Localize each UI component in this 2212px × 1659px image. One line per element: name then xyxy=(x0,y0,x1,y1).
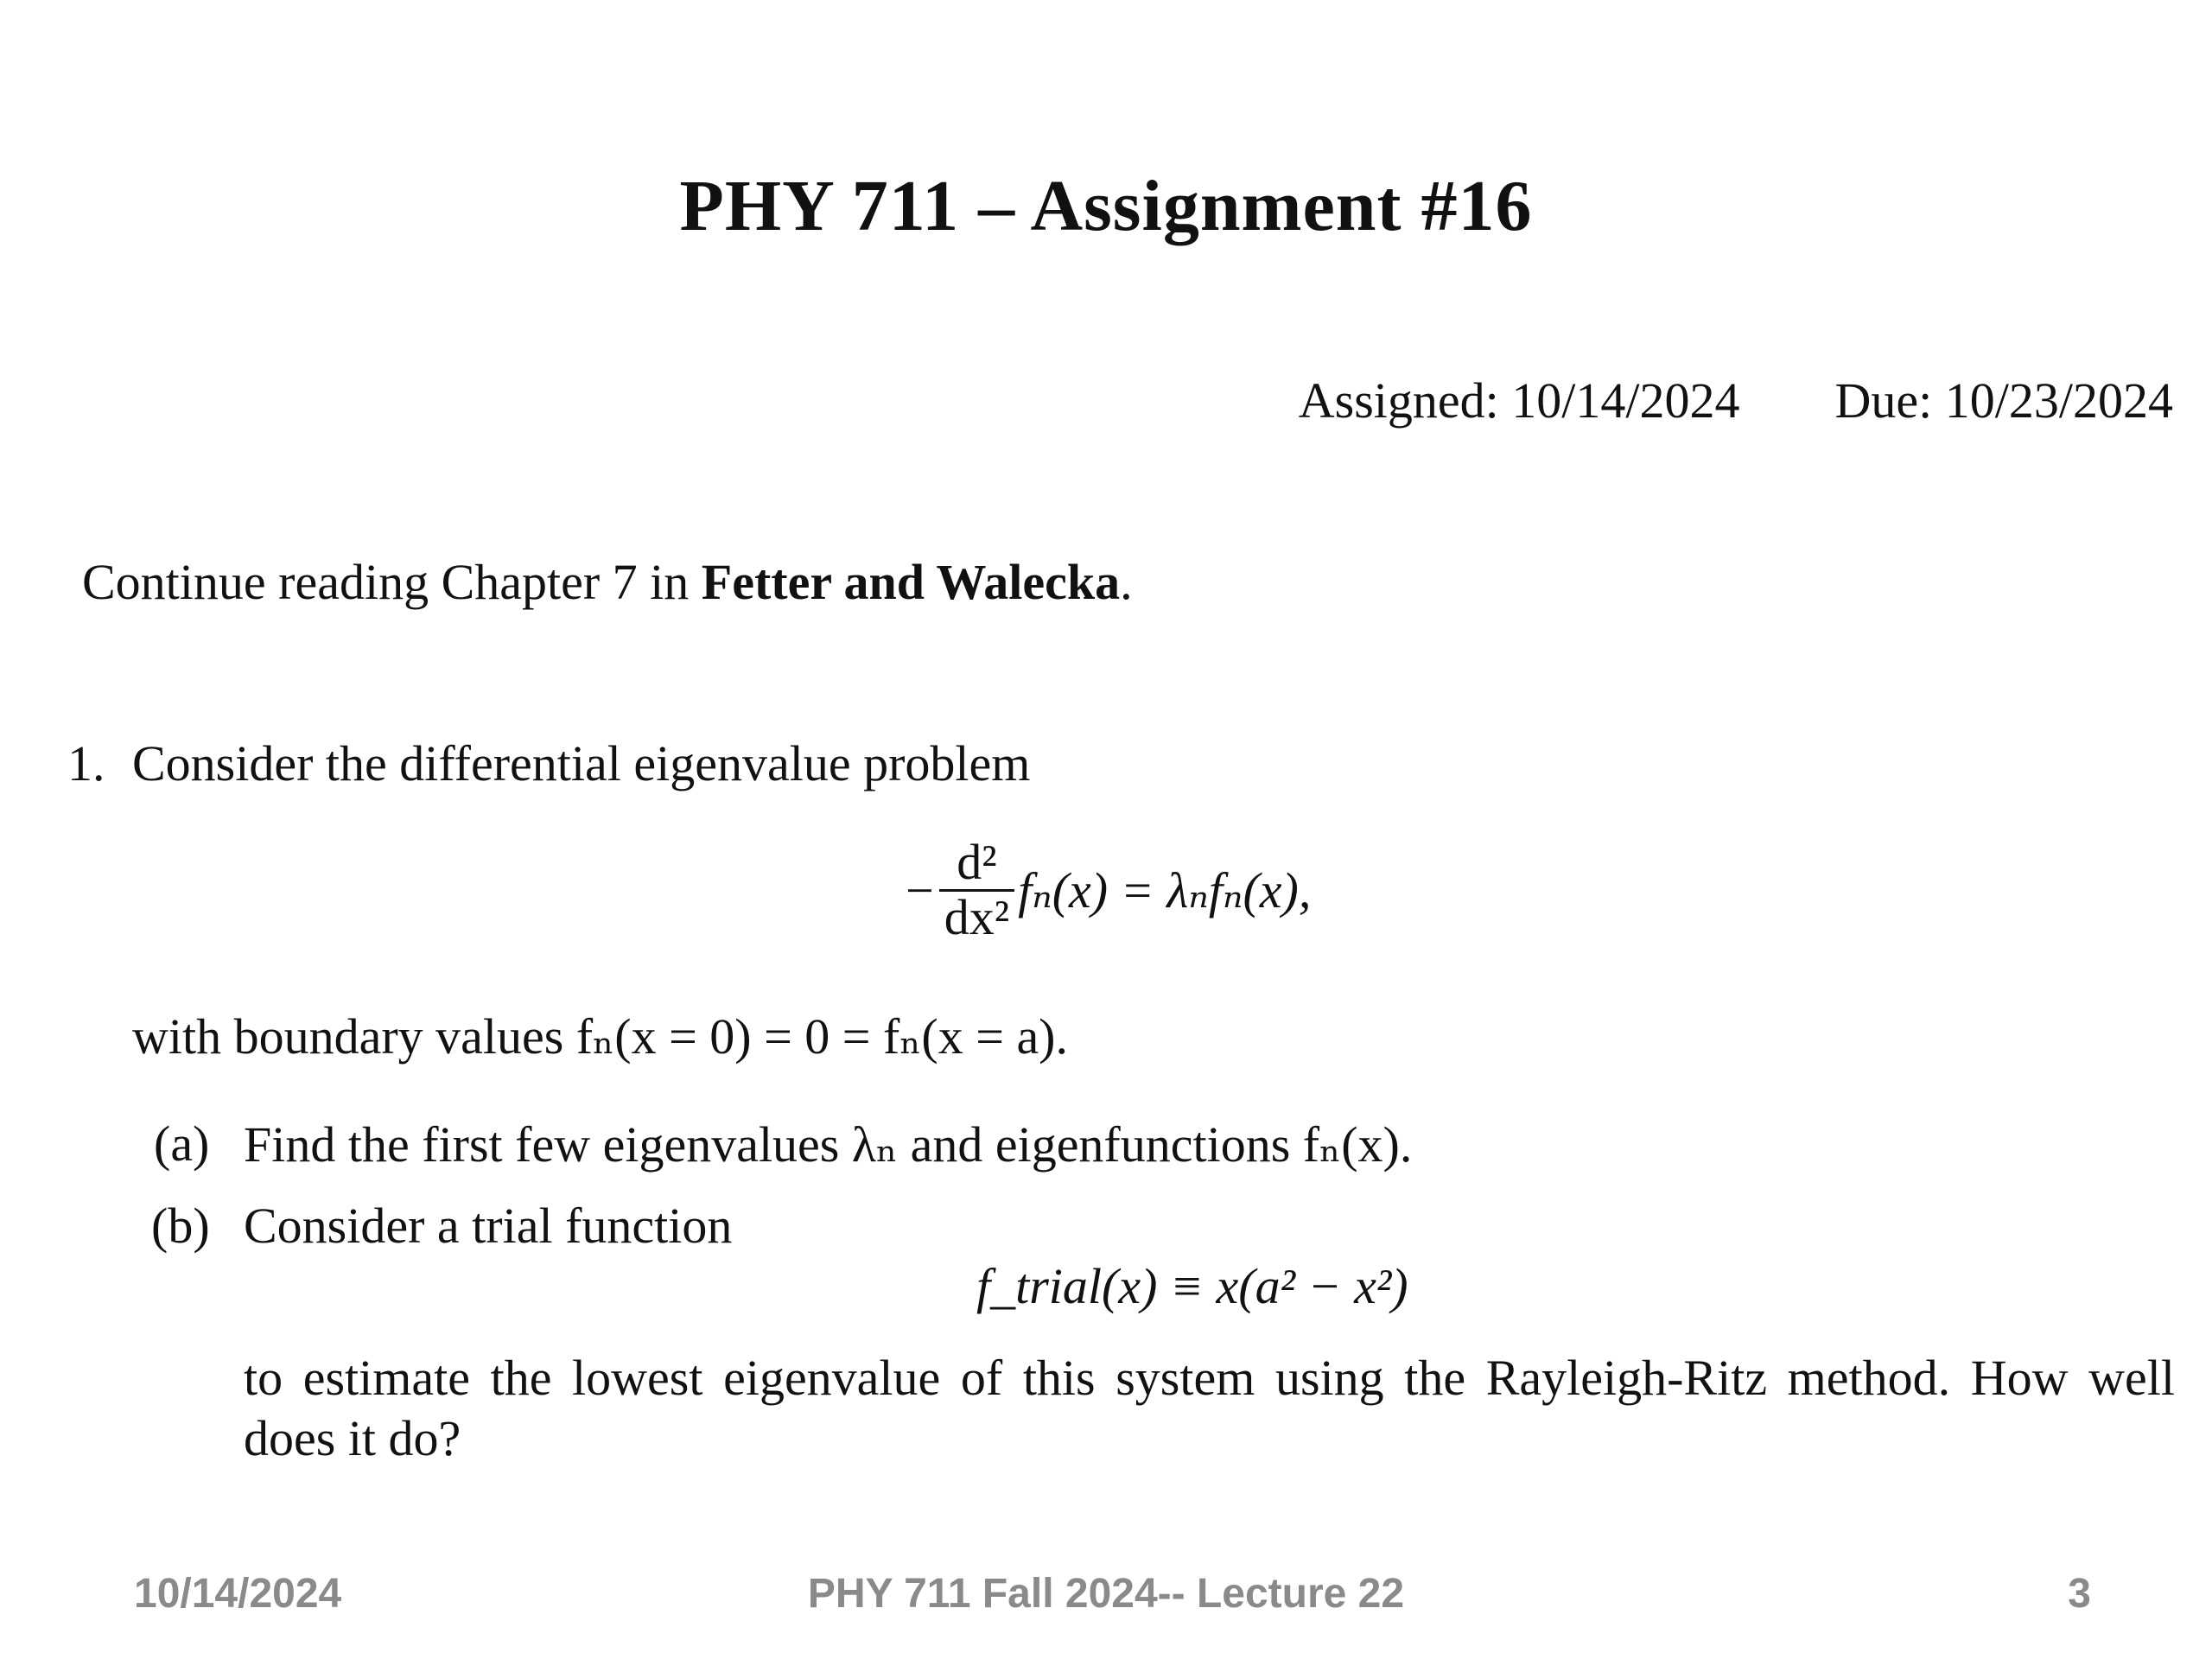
fraction-denominator: dx² xyxy=(939,889,1014,944)
part-b-label: (b) xyxy=(151,1198,210,1254)
reading-suffix: . xyxy=(1120,554,1133,610)
eigenvalue-equation xyxy=(906,836,1311,944)
problem-number: 1. xyxy=(67,735,105,791)
assigned-date: Assigned: 10/14/2024 xyxy=(1298,372,1740,429)
problem-intro: Consider the differential eigenvalue problem xyxy=(132,735,1031,791)
due-date: Due: 10/23/2024 xyxy=(1834,372,2173,429)
second-derivative-fraction xyxy=(939,836,1014,944)
equation-rhs: fₙ(x) = λₙfₙ(x), xyxy=(1018,862,1312,919)
page-title: PHY 711 – Assignment #16 xyxy=(679,166,1533,246)
footer-page-number: 3 xyxy=(2068,1571,2091,1617)
trial-function-equation: f_trial(x) ≡ x(a² − x²) xyxy=(976,1258,1408,1314)
boundary-conditions: with boundary values fₙ(x = 0) = 0 = fₙ(x = a). xyxy=(132,1008,1068,1065)
part-b-text: Consider a trial function xyxy=(244,1198,733,1254)
part-a-label: (a) xyxy=(154,1116,210,1172)
assignment-dates xyxy=(1299,372,2173,429)
equation-sign: − xyxy=(906,861,934,918)
footer-course: PHY 711 Fall 2024-- Lecture 22 xyxy=(807,1571,1405,1617)
fraction-numerator: d² xyxy=(957,834,997,890)
reading-prefix: Continue reading Chapter 7 in xyxy=(82,554,702,610)
part-b-continuation: to estimate the lowest eigenvalue of this system using the Rayleigh-Ritz method. How well does it do? xyxy=(244,1350,2175,1466)
reading-assignment xyxy=(82,553,1133,611)
footer-date: 10/14/2024 xyxy=(134,1571,342,1617)
reading-book: Fetter and Walecka xyxy=(701,554,1121,610)
part-a-text: Find the first few eigenvalues λₙ and eigenfunctions fₙ(x). xyxy=(244,1116,1413,1173)
